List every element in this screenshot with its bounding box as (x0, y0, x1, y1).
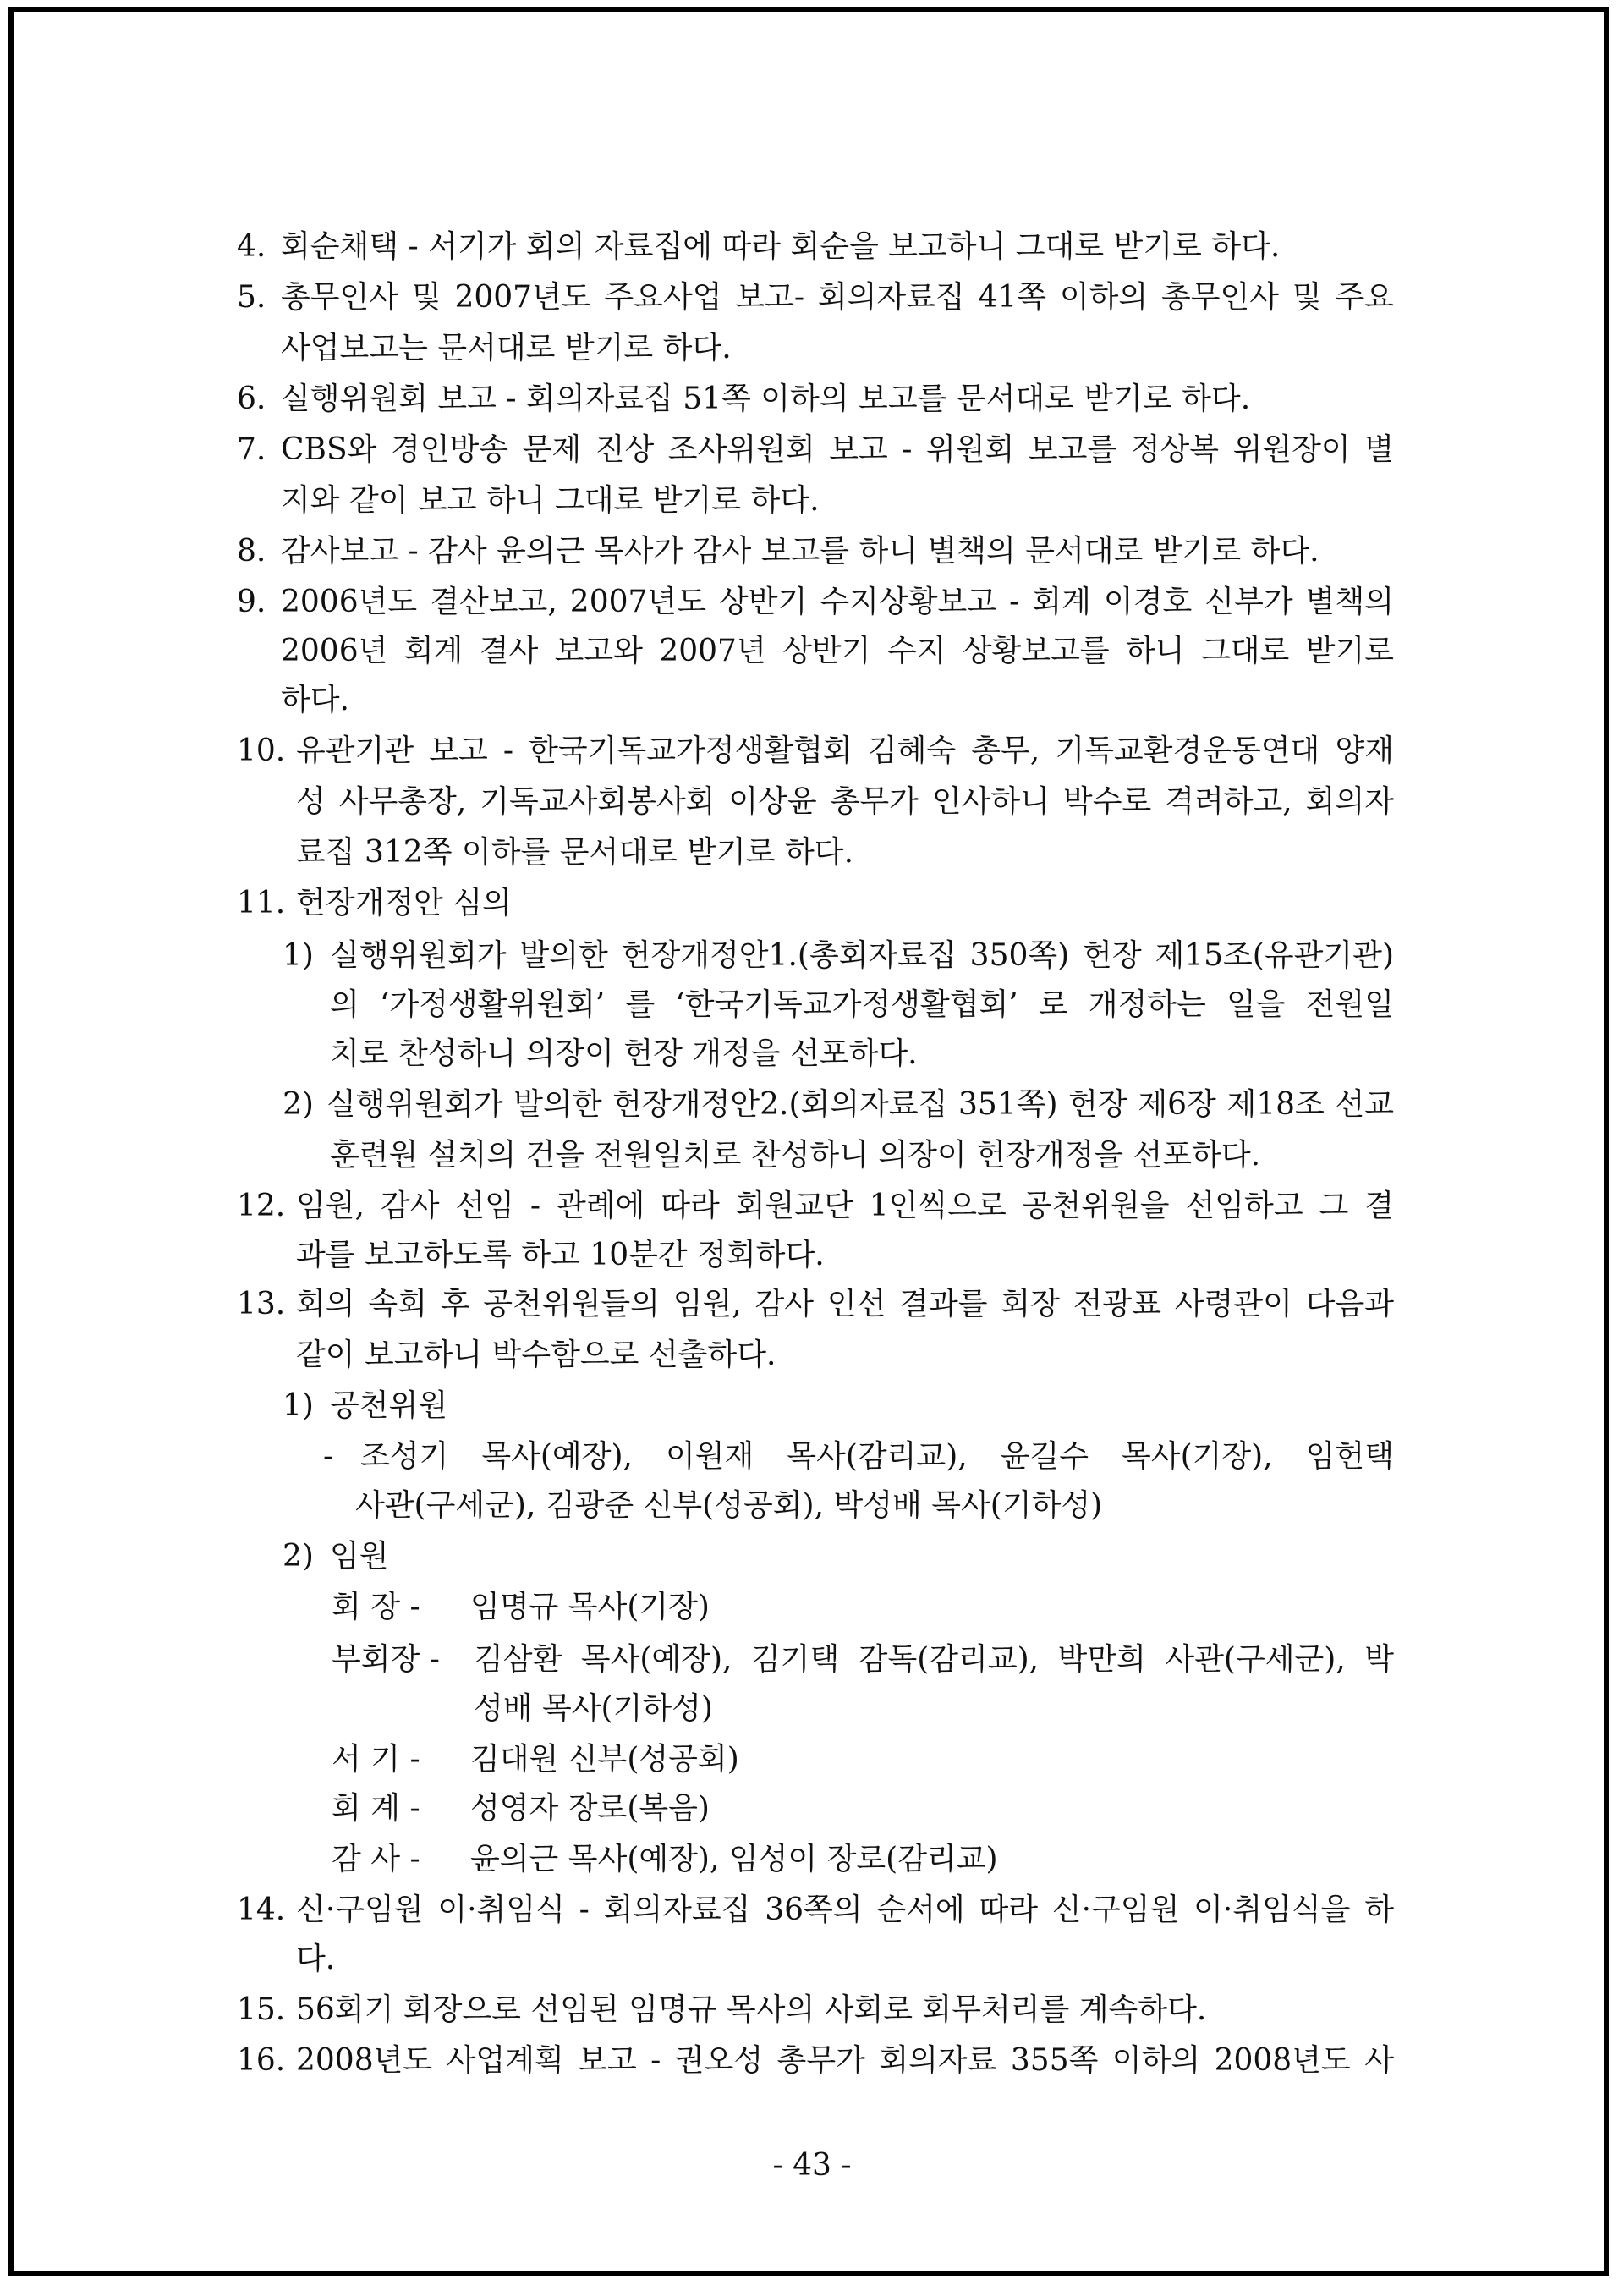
item-text: 다. (296, 1942, 336, 1976)
officer-names: 임명규 목사(기장) (470, 1590, 710, 1624)
item-text: 실행위원회 보고 - 회의자료집 51쪽 이하의 보고를 문서대로 받기로 하다. (281, 382, 1251, 416)
officer-role: 부회장 - (332, 1642, 440, 1677)
item-text: 사업보고는 문서대로 받기로 하다. (281, 331, 732, 365)
officer-names: 김삼환 목사(예장), 김기택 감독(감리교), 박만희 사관(구세군), 박 (474, 1642, 1394, 1677)
officer-names: 김대원 신부(성공회) (470, 1742, 739, 1777)
item-number: 8. (237, 534, 266, 569)
subitem-text: 치로 찬성하니 의장이 헌장 개정을 선포하다. (330, 1036, 918, 1071)
item-number: 7. (237, 432, 266, 467)
subitem-text: 임원 (330, 1539, 389, 1574)
item-text: 성 사무총장, 기독교사회봉사회 이상윤 총무가 인사하니 박수로 격려하고, 회의자 (296, 784, 1394, 819)
item-text: 총무인사 및 2007년도 주요사업 보고- 회의자료집 41쪽 이하의 총무인사 및 주요 (281, 280, 1394, 315)
item-number: 11. (237, 886, 286, 920)
subitem-number: 2) (283, 1539, 314, 1574)
item-number: 9. (237, 585, 266, 619)
item-text: 2008년도 사업계획 보고 - 권오성 총무가 회의자료 355쪽 이하의 2008년도 사 (296, 2043, 1394, 2078)
item-number: 4. (237, 229, 266, 264)
officer-names: 윤의근 목사(예장), 임성이 장로(감리교) (470, 1842, 998, 1876)
item-number: 15. (237, 1992, 286, 2027)
item-text: 지와 같이 보고 하니 그대로 받기로 하다. (281, 483, 820, 518)
item-number: 16. (237, 2043, 286, 2078)
item-number: 13. (237, 1287, 286, 1321)
subitem-text: 실행위원회가 발의한 헌장개정안2.(회의자료집 351쪽) 헌장 제6장 제18조 선교 (326, 1087, 1394, 1122)
item-text: 신·구임원 이·취임식 - 회의자료집 36쪽의 순서에 따라 신·구임원 이·취임식을 하 (296, 1893, 1394, 1927)
officer-role: 감 사 - (332, 1842, 420, 1876)
subitem-text: 훈련원 설치의 건을 전원일치로 찬성하니 의장이 헌장개정을 선포하다. (330, 1138, 1261, 1173)
list-dash: - (323, 1439, 334, 1474)
item-text: 2006년도 결산보고, 2007년도 상반기 수지상황보고 - 회계 이경호 신부가 별책의 (281, 585, 1394, 619)
officer-role: 서 기 - (332, 1742, 420, 1777)
item-number: 14. (237, 1893, 286, 1927)
item-text: 회순채택 - 서기가 회의 자료집에 따라 회순을 보고하니 그대로 받기로 하다. (281, 229, 1281, 264)
item-number: 10. (237, 733, 286, 768)
officer-names: 성영자 장로(복음) (470, 1791, 710, 1826)
item-text: CBS와 경인방송 문제 진상 조사위원회 보고 - 위원회 보고를 정상복 위원장이 별 (281, 432, 1394, 467)
item-text: 56회기 회장으로 선임된 임명규 목사의 사회로 회무처리를 계속하다. (296, 1992, 1207, 2027)
subitem-number: 1) (283, 938, 314, 973)
subitem-text: 실행위원회가 발의한 헌장개정안1.(총회자료집 350쪽) 헌장 제15조(유관기관) (330, 938, 1394, 973)
committee-members: 조성기 목사(예장), 이원재 목사(감리교), 윤길수 목사(기장), 임헌택 (360, 1439, 1394, 1474)
subitem-text: 공천위원 (330, 1388, 448, 1423)
item-text: 임원, 감사 선임 - 관례에 따라 회원교단 1인씩으로 공천위원을 선임하고 그 결 (296, 1189, 1394, 1223)
item-number: 12. (237, 1189, 286, 1223)
subitem-text: 의 ‘가정생활위원회’ 를 ‘한국기독교가정생활협회’ 로 개정하는 일을 전원일 (330, 987, 1394, 1022)
item-text: 감사보고 - 감사 윤의근 목사가 감사 보고를 하니 별책의 문서대로 받기로 하다. (281, 534, 1320, 569)
item-text: 료집 312쪽 이하를 문서대로 받기로 하다. (296, 835, 854, 870)
item-text: 2006년 회계 결사 보고와 2007년 상반기 수지 상황보고를 하니 그대로 받기로 (281, 634, 1394, 668)
item-text: 과를 보고하도록 하고 10분간 정회하다. (296, 1238, 825, 1272)
committee-members: 사관(구세군), 김광준 신부(성공회), 박성배 목사(기하성) (355, 1488, 1103, 1523)
officer-role: 회 장 - (332, 1590, 420, 1624)
item-text: 하다. (281, 683, 349, 717)
item-text: 유관기관 보고 - 한국기독교가정생활협회 김혜숙 총무, 기독교환경운동연대 양재 (296, 733, 1394, 768)
officer-role: 회 계 - (332, 1791, 420, 1826)
officer-names: 성배 목사(기하성) (474, 1691, 713, 1726)
item-number: 6. (237, 382, 266, 416)
subitem-number: 2) (283, 1087, 314, 1122)
item-text: 회의 속회 후 공천위원들의 임원, 감사 인선 결과를 회장 전광표 사령관이 다음과 (296, 1287, 1394, 1321)
item-text: 같이 보고하니 박수함으로 선출하다. (296, 1338, 776, 1372)
item-number: 5. (237, 280, 266, 315)
subitem-number: 1) (283, 1388, 314, 1423)
page-number: - 43 - (772, 2148, 852, 2183)
item-text: 헌장개정안 심의 (296, 886, 512, 920)
